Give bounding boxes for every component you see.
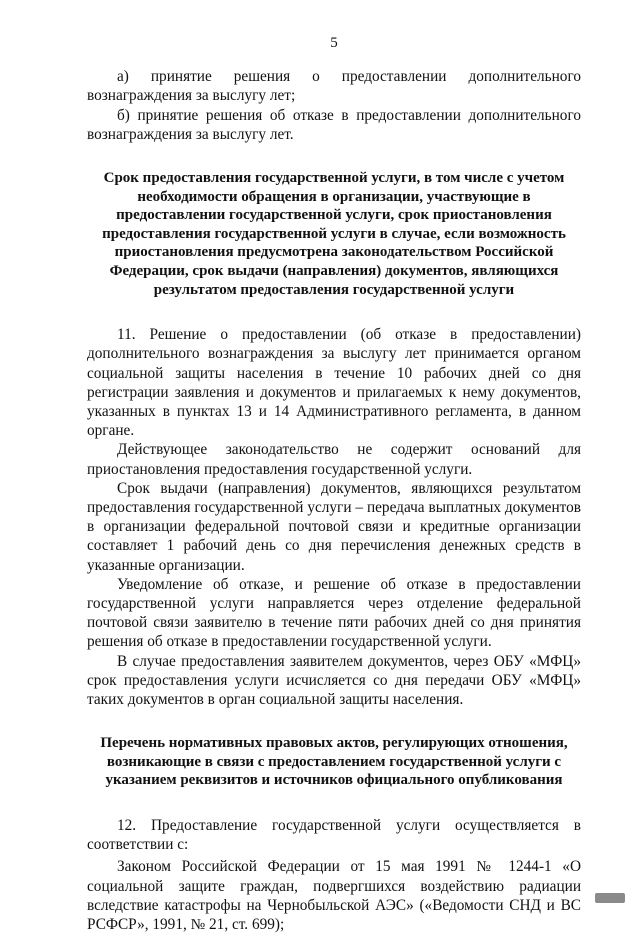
section-heading-term: Срок предоставления государственной услуги, в том числе с учетом необходимости обращения в организации, участвующие в предоставлении государственной услуги, срок приостановления предоставления государственной услуги в случае, если возможность приостановления предусмотрена законодательством Российской Федерации, срок выдачи (направления) документов, являющихся результатом предоставления государственной услуги xyxy=(102,170,566,298)
paragraph-issue-term: Срок выдачи (направления) документов, являющихся результатом предоставления государственной услуги – передача выплатных документов в организации федеральной почтовой связи и кредитные организации составляет 1 рабочий день со дня перечисления денежных средств в указанные организации. xyxy=(87,479,581,574)
item-b: б) принятие решения об отказе в предоставлении дополнительного вознаграждения за выслугу лет. xyxy=(87,106,581,143)
paragraph-12: 12. Предоставление государственной услуги осуществляется в соответствии с: xyxy=(87,817,581,854)
section-legal-acts-body xyxy=(87,816,581,934)
paragraph-refusal-notice: Уведомление об отказе, и решение об отказе в предоставлении государственной услуги направляется через отделение федеральной почтовой связи заявителю в течение пяти рабочих дней со дня принятия решения об отказе в предоставлении государственной услуги. xyxy=(87,575,581,651)
section-term-body xyxy=(87,325,581,709)
paragraph-11: 11. Решение о предоставлении (об отказе в предоставлении) дополнительного вознаграждения за выслугу лет принимается органом социальной защиты населения в течение 10 рабочих дней со дня регистрации заявления и документов и прилагаемых к нему документов, указанных в пунктах 13 и 14 Административного регламента, в данном органе. xyxy=(87,326,581,440)
paragraph-suspension: Действующее законодательство не содержит оснований для приостановления предоставления государственной услуги. xyxy=(87,441,581,478)
paragraph-mfc: В случае предоставления заявителем документов, через ОБУ «МФЦ» срок предоставления услуги исчисляется со дня передачи ОБУ «МФЦ» таких документов в орган социальной защиты населения. xyxy=(87,652,581,709)
page-number: 5 xyxy=(330,35,338,51)
scan-corner-mark xyxy=(595,893,625,903)
paragraph-law-1244-1: Законом Российской Федерации от 15 мая 1991 № 1244-1 «О социальной защите граждан, подвергшихся воздействию радиации вследствие катастрофы на Чернобыльской АЭС» («Ведомости СНД и ВС РСФСР», 1991, № 21, ст. 699); xyxy=(87,858,581,934)
item-a: а) принятие решения о предоставлении дополнительного вознаграждения за выслугу лет; xyxy=(87,68,581,105)
section-heading-legal-acts: Перечень нормативных правовых актов, регулирующих отношения, возникающие в связи с предоставлением государственной услуги с указанием реквизитов и источников официального опубликования xyxy=(100,735,568,789)
document-page xyxy=(87,34,581,934)
